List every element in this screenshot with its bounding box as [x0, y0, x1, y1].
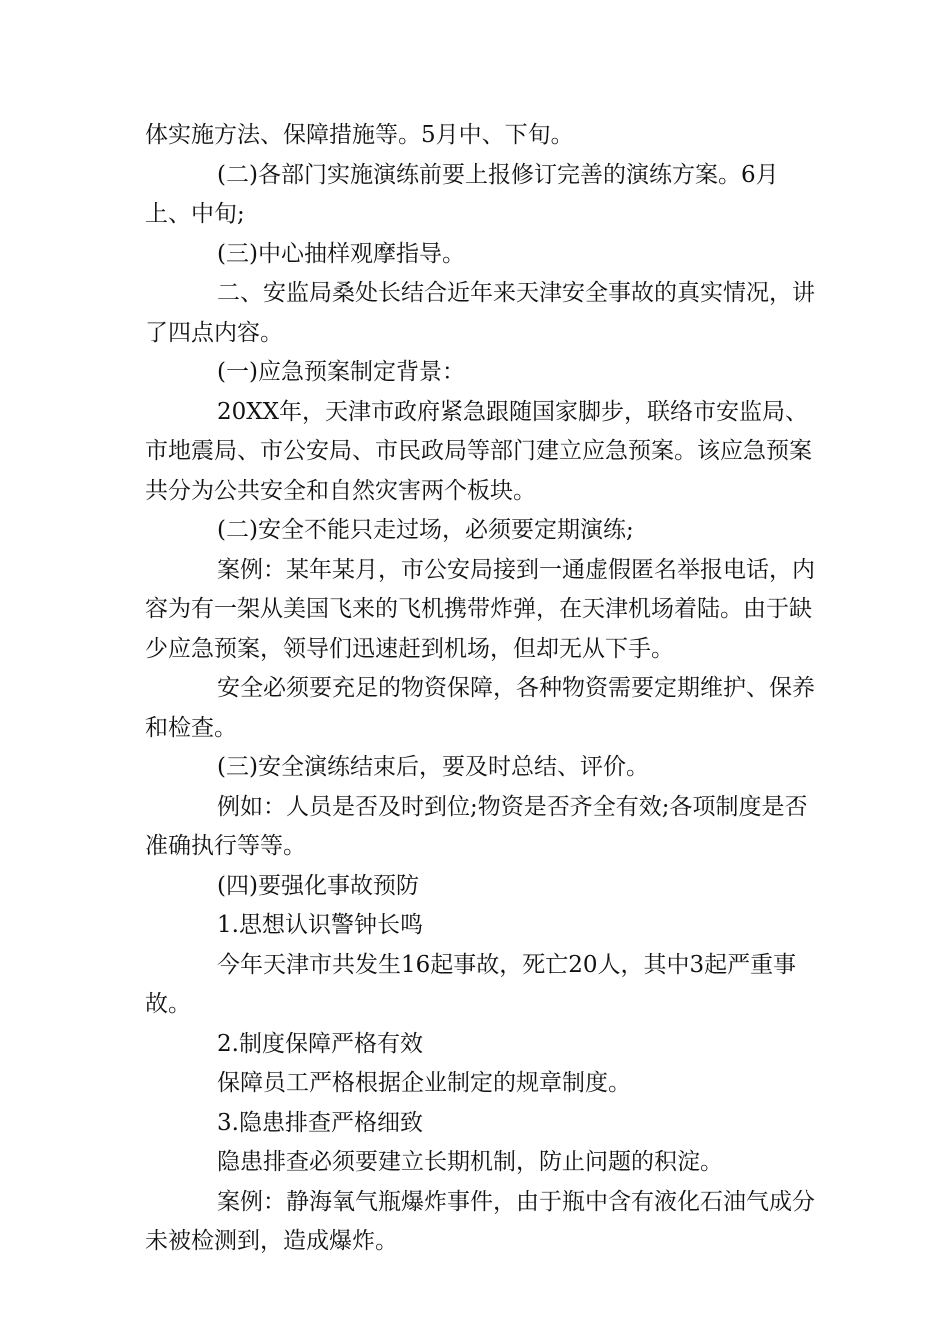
- paragraph: 案例：某年某月，市公安局接到一通虚假匿名举报电话，内容为有一架从美国飞来的飞机携带炸弹，在天津机场着陆。由于缺少应急预案，领导们迅速赶到机场，但却无从下手。: [145, 556, 815, 662]
- paragraph: (一)应急预案制定背景：: [217, 359, 465, 385]
- paragraph: 体实施方法、保障措施等。5月中、下旬。: [145, 122, 574, 148]
- paragraph: 今年天津市共发生16起事故，死亡20人，其中3起严重事故。: [145, 951, 797, 1017]
- paragraph: (四)要强化事故预防: [217, 872, 419, 899]
- paragraph: 保障员工严格根据企业制定的规章制度。: [217, 1070, 631, 1096]
- paragraph: 例如：人员是否及时到位;物资是否齐全有效;各项制度是否准确执行等等。: [145, 793, 808, 859]
- paragraph: 20XX年，天津市政府紧急跟随国家脚步，联络市安监局、市地震局、市公安局、市民政局等部门建立应急预案。该应急预案共分为公共安全和自然灾害两个板块。: [145, 398, 812, 504]
- document-body: [145, 116, 815, 1262]
- paragraph: 二、安监局桑处长结合近年来天津安全事故的真实情况，讲了四点内容。: [145, 280, 815, 346]
- paragraph: (三)安全演练结束后，要及时总结、评价。: [217, 754, 649, 780]
- paragraph: 3.隐患排查严格细致: [217, 1109, 423, 1136]
- paragraph: (二)各部门实施演练前要上报修订完善的演练方案。6月上、中旬;: [145, 161, 779, 227]
- paragraph: 2.制度保障严格有效: [217, 1030, 423, 1057]
- paragraph: 案例：静海氧气瓶爆炸事件，由于瓶中含有液化石油气成分未被检测到，造成爆炸。: [145, 1188, 815, 1254]
- paragraph: 1.思想认识警钟长鸣: [217, 912, 423, 938]
- paragraph: 隐患排查必须要建立长期机制，防止问题的积淀。: [217, 1149, 723, 1175]
- paragraph: 安全必须要充足的物资保障，各种物资需要定期维护、保养和检查。: [145, 675, 815, 741]
- paragraph: (三)中心抽样观摩指导。: [217, 240, 465, 267]
- paragraph: (二)安全不能只走过场，必须要定期演练;: [217, 517, 634, 543]
